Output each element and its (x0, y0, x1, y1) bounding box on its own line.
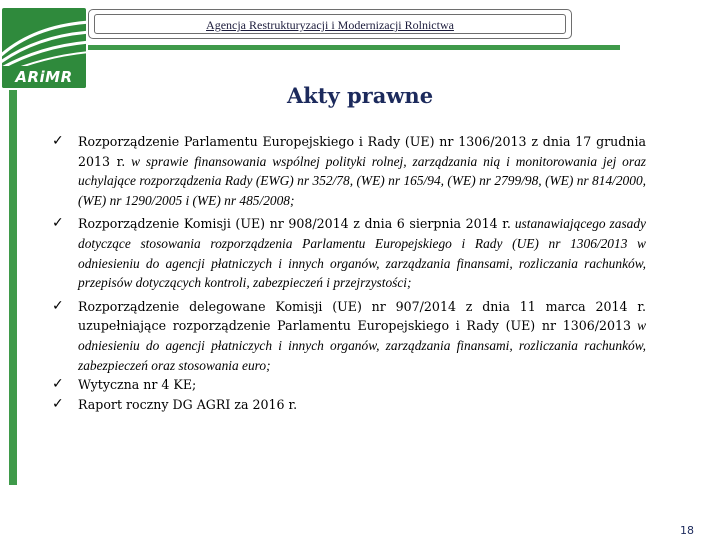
list-item (52, 375, 646, 395)
list-item (52, 214, 646, 292)
page-title: Akty prawne (286, 83, 434, 108)
item-lead: Rozporządzenie Parlamentu Europejskiego i Rady (UE) nr 1306/2013 z dnia 17 grudnia 2013 r. (78, 134, 646, 169)
checkmark-icon: ✓ (52, 376, 64, 393)
page-number: 18 (680, 524, 694, 537)
agency-name: Agencja Restrukturyzacji i Modernizacji Rolnictwa (94, 14, 566, 34)
checkmark-icon: ✓ (52, 215, 64, 232)
item-lead: Raport roczny DG AGRI za 2016 r. (78, 396, 298, 412)
item-lead: Rozporządzenie Komisji (UE) nr 908/2014 z dnia 6 sierpnia 2014 r. (78, 216, 511, 232)
arimr-logo (2, 8, 86, 88)
item-lead: Rozporządzenie delegowane Komisji (UE) nr 907/2014 z dnia 11 marca 2014 r. uzupełniające rozporządzenie Parlamentu Europejskiego i Rady (UE) nr 1306/2013 (78, 298, 646, 334)
logo-text: ARiMR (15, 68, 73, 86)
item-desc: w sprawie finansowania wspólnej polityki rolnej, zarządzania nią i monitorowania jej oraz uchylające rozporządzenia Rady (EWG) nr 352/78, (WE) nr 165/94, (WE) nr 2799/98, (WE) nr 814/2000, (WE) nr 1290/2005 i (WE) nr 485/2008; (78, 153, 646, 208)
list-item (52, 132, 646, 210)
legal-acts-list (52, 132, 646, 414)
checkmark-icon: ✓ (52, 297, 64, 314)
header-divider (88, 45, 620, 50)
item-lead: Wytyczna nr 4 KE; (78, 377, 197, 393)
checkmark-icon: ✓ (52, 395, 64, 412)
side-accent-bar (9, 90, 17, 485)
checkmark-icon: ✓ (52, 133, 64, 149)
item-desc: w odniesieniu do agencji płatniczych i innych organów, zarządzania finansami, rozliczania rachunków, zabezpieczeń oraz stosowania euro; (78, 318, 647, 373)
list-item (52, 395, 646, 415)
list-item (52, 297, 646, 375)
item-desc: ustanawiającego zasady dotyczące stosowania rozporządzenia Parlamentu Europejskiego i Rady (UE) nr 1306/2013 w odniesieniu do agencji płatniczych i innych organów, zarządzania finansami, rozliczania rachunków, przepisów dotyczących kontroli, zabezpieczeń i przejrzystości; (78, 216, 646, 291)
